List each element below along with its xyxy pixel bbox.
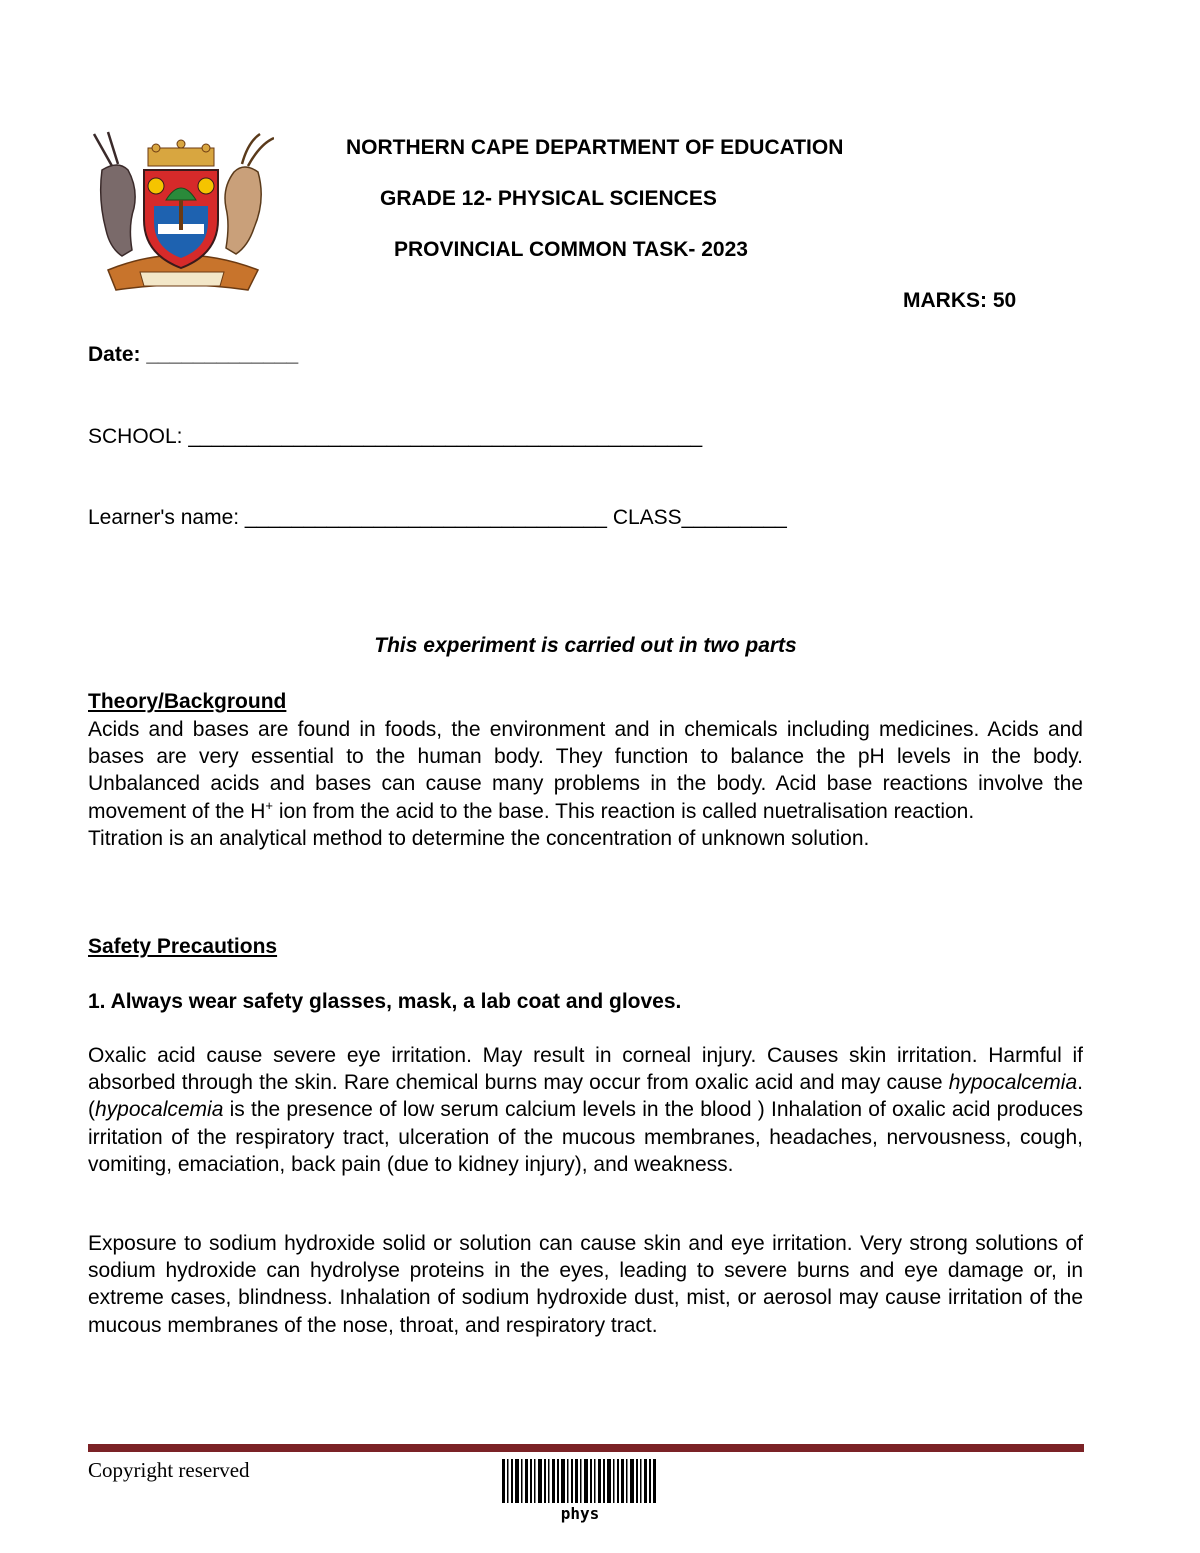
barcode-label: phys — [560, 1504, 600, 1523]
safety-rule-1: 1. Always wear safety glasses, mask, a lab coat and gloves. — [88, 990, 682, 1013]
oxalic-text-a: Oxalic acid cause severe eye irritation. May result in corneal injury. Causes skin irritation. Harmful if absorbed through the skin. Rare chemical burns may occur from oxalic acid and may cause — [88, 1044, 1083, 1095]
school-field[interactable]: SCHOOL: ____________________________________________ — [88, 425, 703, 448]
footer-divider — [88, 1444, 1084, 1452]
barcode-icon — [500, 1457, 660, 1523]
sodium-hydroxide-paragraph — [88, 1230, 1083, 1339]
marks-label: MARKS: 50 — [903, 289, 1017, 312]
grade-subject-title: GRADE 12- PHYSICAL SCIENCES — [380, 187, 717, 210]
titration-text: Titration is an analytical method to determine the concentration of unknown solution. — [88, 826, 870, 850]
safety-heading: Safety Precautions — [88, 935, 278, 958]
theory-paragraph — [88, 716, 1083, 852]
copyright-label: Copyright reserved — [88, 1458, 250, 1482]
coat-of-arms-logo — [88, 130, 274, 296]
department-title: NORTHERN CAPE DEPARTMENT OF EDUCATION — [346, 136, 844, 159]
experiment-intro: This experiment is carried out in two parts — [374, 634, 797, 657]
hydrogen-ion-superscript: + — [265, 797, 274, 813]
sodium-text: Exposure to sodium hydroxide solid or solution can cause skin and eye irritation. Very strong solutions of sodium hydroxide can hydrolyse proteins in the eyes, leading to severe burns and eye damage or, in extreme cases, blindness. Inhalation of sodium hydroxide dust, mist, or aerosol may cause irritation of the mucous membranes of the nose, throat, and respiratory tract. — [88, 1232, 1083, 1337]
date-field[interactable]: Date: _____________ — [88, 343, 299, 366]
oxalic-italic-1: hypocalcemia — [948, 1071, 1078, 1095]
oxalic-text-c: is the presence of low serum calcium levels in the blood ) Inhalation of oxalic acid produces irritation of the respiratory tract, ulceration of the mucous membranes, headaches, nervousness, cough, vomiting, emaciation, back pain (due to kidney injury), and weakness. — [88, 1098, 1083, 1176]
oxalic-italic-2: hypocalcemia — [95, 1098, 224, 1122]
task-title: PROVINCIAL COMMON TASK- 2023 — [394, 238, 748, 261]
theory-heading: Theory/Background — [88, 690, 287, 713]
oxalic-acid-paragraph — [88, 1042, 1083, 1178]
learner-name-class-field[interactable]: Learner's name: _______________________________ CLASS_________ — [88, 506, 787, 529]
theory-text-a: Acids and bases are found in foods, the environment and in chemicals including medicines. Acids and bases are very essential to the human body. They function to balance the pH levels in the body. Unbalanced acids and bases can cause many problems in the body. Acid base reactions involve the movement of the H — [88, 718, 1083, 823]
oxalic-text-b: . ( — [88, 1071, 1083, 1122]
theory-text-b: ion from the acid to the base. This reaction is called nuetralisation reaction. — [273, 799, 975, 823]
